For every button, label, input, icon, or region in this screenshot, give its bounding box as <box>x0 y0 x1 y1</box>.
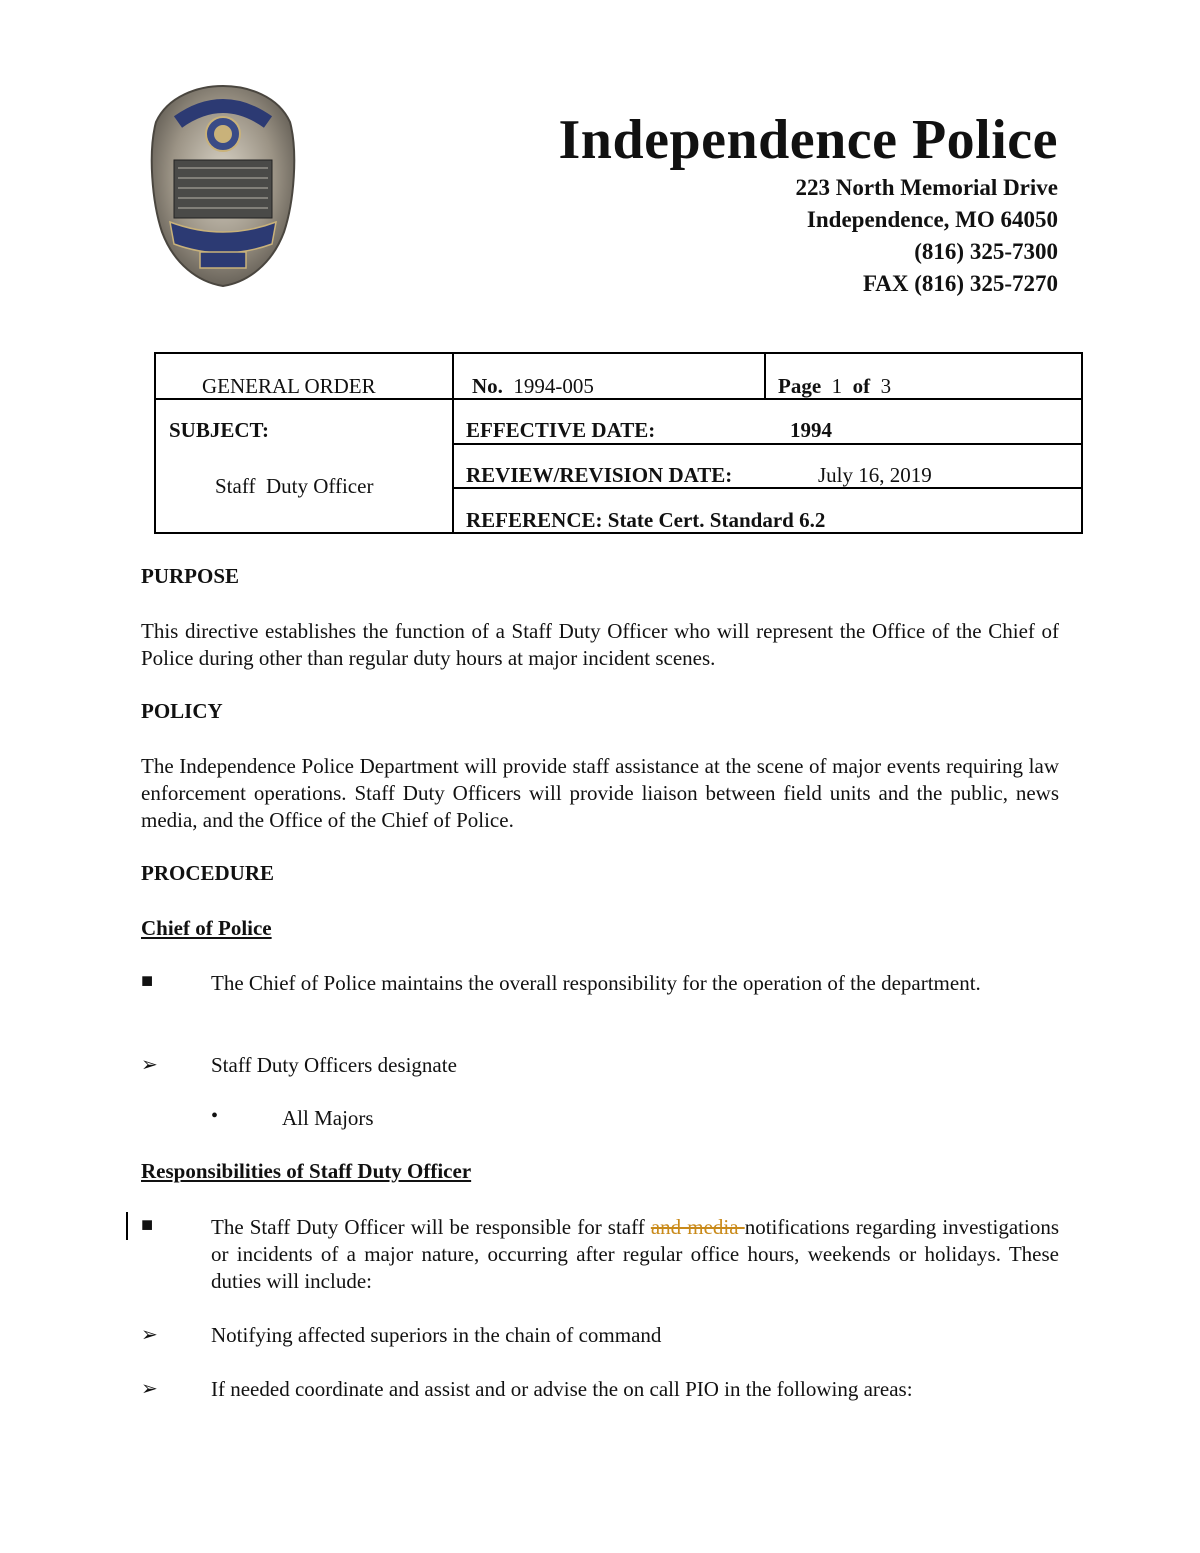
page-label: Page <box>778 374 822 398</box>
deleted-text: and media <box>650 1215 745 1239</box>
page-indicator <box>778 374 891 399</box>
page-number: 1 <box>831 374 843 398</box>
arrow-bullet-icon: ➢ <box>141 1324 158 1346</box>
address-phone: (816) 325-7300 <box>914 239 1058 264</box>
responsibility-text-start: The Staff Duty Officer will be responsible for staff <box>211 1215 651 1239</box>
general-order-label: GENERAL ORDER <box>202 374 376 398</box>
address-fax: FAX (816) 325-7270 <box>862 271 1058 296</box>
arrow-bullet-icon: ➢ <box>141 1378 158 1400</box>
arrow-bullet-icon: ➢ <box>141 1054 158 1076</box>
policy-text: The Independence Police Department will provide staff assistance at the scene of major events requiring law enforcement operations. Staff Duty Officers will provide liaison between field units and the public, news media, and the Office of the Chief of Police. <box>141 754 1059 832</box>
subject-label: SUBJECT: <box>169 418 269 442</box>
subject-value: Staff Duty Officer <box>215 474 374 498</box>
order-number-label: No. <box>472 374 503 398</box>
address-street: 223 North Memorial Drive <box>795 175 1058 200</box>
revision-change-bar <box>126 1212 128 1240</box>
square-bullet-icon: ■ <box>141 1214 154 1236</box>
purpose-heading: PURPOSE <box>141 564 240 588</box>
police-badge-icon <box>148 82 298 288</box>
responsibility-text <box>211 1214 1059 1295</box>
designate-text: Staff Duty Officers designate <box>211 1053 457 1077</box>
chief-responsibility-text: The Chief of Police maintains the overall responsibility for the operation of the department. <box>211 971 981 995</box>
org-name: Independence Police <box>558 109 1058 171</box>
policy-heading: POLICY <box>141 699 223 723</box>
notify-text: Notifying affected superiors in the chain of command <box>211 1323 662 1347</box>
effective-date-value: 1994 <box>790 418 832 442</box>
procedure-heading: PROCEDURE <box>141 861 275 885</box>
dot-bullet-icon: • <box>211 1105 219 1127</box>
review-date-value: July 16, 2019 <box>818 463 932 487</box>
pio-text: If needed coordinate and assist and or advise the on call PIO in the following areas: <box>211 1377 913 1401</box>
purpose-text: This directive establishes the function of a Staff Duty Officer who will represent the Office of the Chief of Police during other than regular duty hours at major incident scenes. <box>141 619 1059 670</box>
order-number <box>472 374 594 399</box>
review-date-label: REVIEW/REVISION DATE: <box>466 463 733 487</box>
all-majors-text: All Majors <box>282 1106 374 1130</box>
square-bullet-icon: ■ <box>141 970 154 992</box>
responsibilities-heading: Responsibilities of Staff Duty Officer <box>141 1159 472 1183</box>
chief-of-police-heading: Chief of Police <box>141 916 272 940</box>
page-total: 3 <box>880 374 892 398</box>
page-of-label: of <box>852 374 871 398</box>
order-number-value: 1994-005 <box>513 374 594 398</box>
general-order-table <box>154 352 1083 534</box>
address-city: Independence, MO 64050 <box>806 207 1058 232</box>
responsibility-text-end: notifications regarding investigations or incidents of a major nature, occurring after regular office hours, weekends or holidays. These duties will include: <box>211 1215 1059 1293</box>
reference-label: REFERENCE: State Cert. Standard 6.2 <box>466 508 826 532</box>
effective-date-label: EFFECTIVE DATE: <box>466 418 656 442</box>
